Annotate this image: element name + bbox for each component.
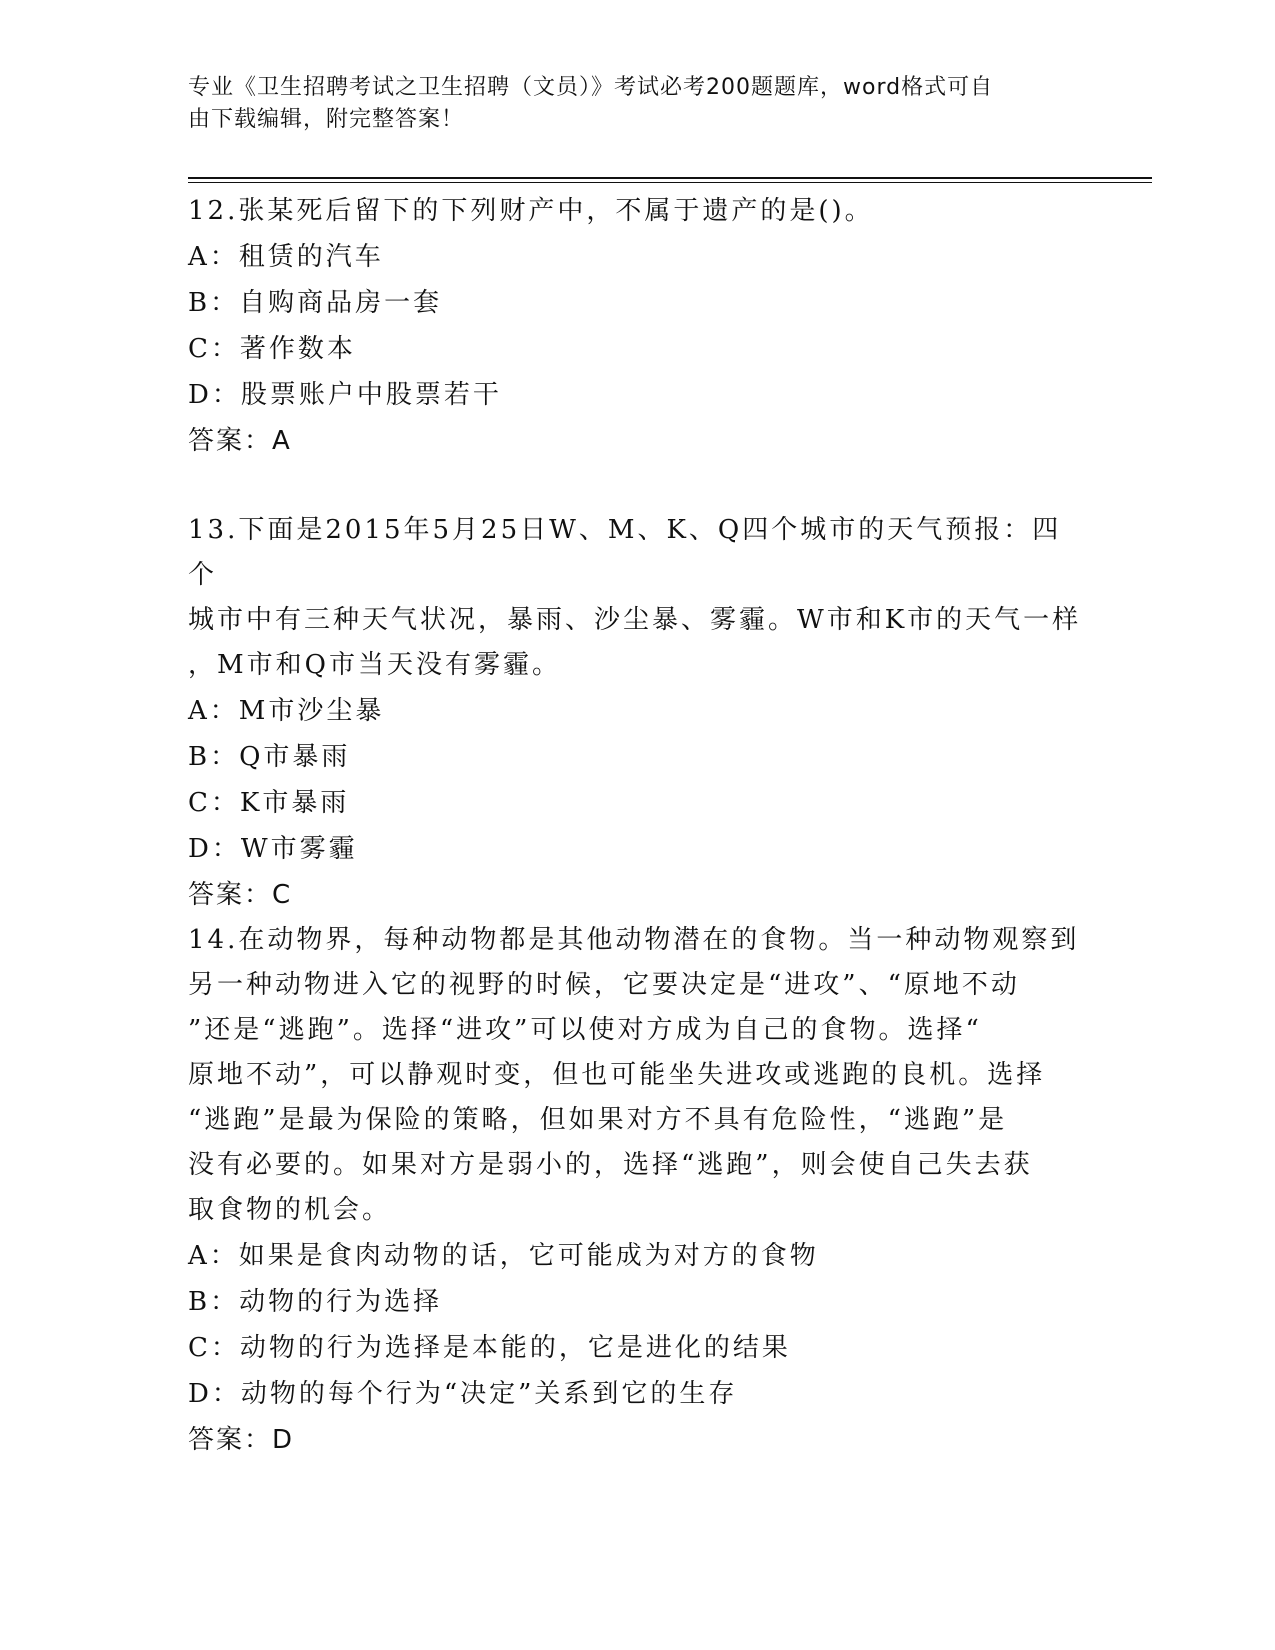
question-stem: 原地不动”，可以静观时变，但也可能坐失进攻或逃跑的良机。选择 — [188, 1060, 1046, 1090]
header-line: 由下载编辑，附完整答案！ — [188, 107, 465, 132]
question-stem: “逃跑”是最为保险的策略，但如果对方不具有危险性，“逃跑”是 — [188, 1105, 1008, 1135]
option-c: C：著作数本 — [188, 334, 356, 364]
option-b: B：动物的行为选择 — [188, 1287, 443, 1317]
option-a: A：M市沙尘暴 — [188, 696, 385, 726]
answer: 答案：A — [188, 426, 292, 456]
header-line: 专业《卫生招聘考试之卫生招聘（文员）》考试必考200题题库，word格式可自 — [188, 75, 994, 100]
question-stem: 另一种动物进入它的视野的时候，它要决定是“进攻”、“原地不动 — [188, 970, 1020, 1000]
option-d: D：股票账户中股票若干 — [188, 380, 502, 410]
option-d: D：动物的每个行为“决定”关系到它的生存 — [188, 1379, 738, 1409]
question-stem: 12.张某死后留下的下列财产中，不属于遗产的是()。 — [188, 196, 874, 226]
question-stem: 14.在动物界，每种动物都是其他动物潜在的食物。当一种动物观察到 — [188, 925, 1080, 955]
question-13 — [188, 508, 1088, 918]
option-c: C：动物的行为选择是本能的，它是进化的结果 — [188, 1333, 791, 1363]
option-c: C：K市暴雨 — [188, 788, 350, 818]
question-12 — [188, 189, 1088, 464]
document-header — [188, 72, 1088, 136]
question-stem: 取食物的机会。 — [188, 1195, 392, 1225]
header-divider — [188, 177, 1152, 179]
answer: 答案：D — [188, 1425, 295, 1455]
answer: 答案：C — [188, 880, 293, 910]
header-divider-thin — [188, 182, 1152, 183]
question-14 — [188, 918, 1088, 1463]
option-a: A：租赁的汽车 — [188, 242, 384, 272]
question-stem: 没有必要的。如果对方是弱小的，选择“逃跑”，则会使自己失去获 — [188, 1150, 1033, 1180]
option-b: B：Q市暴雨 — [188, 742, 351, 772]
option-b: B：自购商品房一套 — [188, 288, 443, 318]
question-stem: 13.下面是2015年5月25日W、M、K、Q四个城市的天气预报：四个 — [188, 515, 1062, 590]
option-d: D：W市雾霾 — [188, 834, 358, 864]
question-stem: ，M市和Q市当天没有雾霾。 — [188, 650, 561, 680]
option-a: A：如果是食肉动物的话，它可能成为对方的食物 — [188, 1241, 819, 1271]
question-stem: 城市中有三种天气状况，暴雨、沙尘暴、雾霾。W市和K市的天气一样 — [188, 605, 1082, 635]
question-stem: ”还是“逃跑”。选择“进攻”可以使对方成为自己的食物。选择“ — [188, 1015, 982, 1045]
